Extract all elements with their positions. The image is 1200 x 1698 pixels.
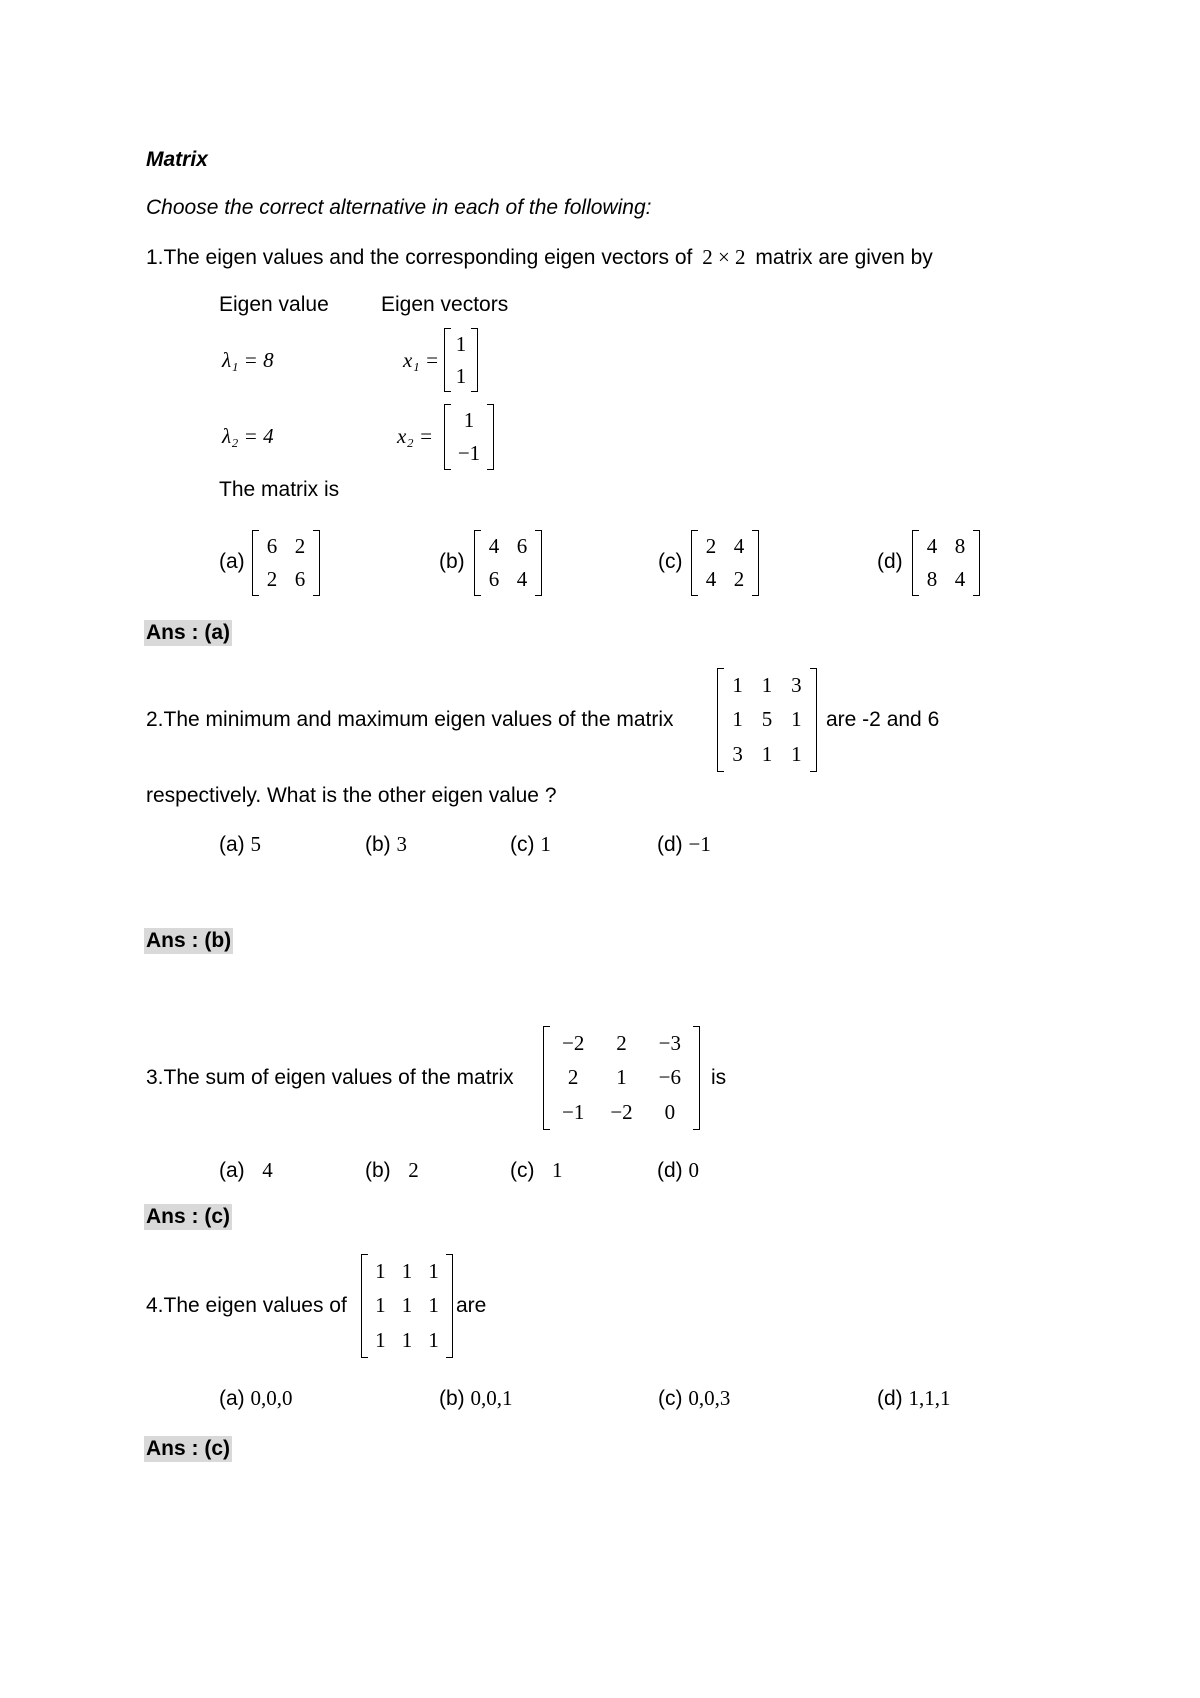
option-value: 0,0,0 [250, 1386, 293, 1410]
q1-option-a-matrix [252, 530, 320, 596]
q4-option-c [658, 1386, 730, 1411]
q1-col-eigen-value: Eigen value [219, 293, 329, 316]
matrix-cell: 1 [428, 1328, 439, 1353]
matrix-cell: 1 [375, 1258, 386, 1283]
matrix-cell: 4 [926, 534, 938, 558]
matrix-cell: 1 [761, 672, 773, 697]
matrix-cell: −2 [610, 1100, 633, 1125]
matrix-cell: 1 [791, 707, 802, 732]
matrix-cell: 5 [761, 707, 773, 732]
q4-text-after: are [456, 1294, 487, 1317]
q3-option-b [365, 1158, 419, 1183]
q4-option-b [439, 1386, 513, 1411]
matrix-cell: 8 [926, 567, 938, 591]
q2-option-d [657, 832, 711, 857]
matrix-cell: −2 [561, 1030, 585, 1055]
matrix-cell: 4 [733, 534, 745, 558]
q1-option-c-label: (c) [658, 550, 683, 573]
q1-x1-label: x₁ = [403, 348, 440, 372]
matrix-cell: 4 [488, 534, 500, 558]
matrix-cell: 1 [791, 742, 802, 767]
matrix-cell: 2 [266, 567, 278, 591]
vector-cell: 1 [455, 363, 467, 388]
option-value: 0,0,1 [470, 1386, 513, 1410]
q1-text [146, 245, 933, 270]
option-label: (a) [219, 833, 245, 856]
q2-answer: Ans : (b) [146, 929, 232, 952]
matrix-cell: 4 [705, 567, 717, 591]
q1-option-d-label: (d) [877, 550, 903, 573]
option-value: −1 [688, 832, 711, 856]
option-value: 1,1,1 [908, 1386, 951, 1410]
page-title: Matrix [146, 148, 208, 171]
q1-x1-vector [444, 328, 478, 392]
option-label: (b) [365, 833, 391, 856]
q1-option-c-matrix [691, 530, 759, 596]
option-label: (c) [510, 833, 535, 856]
matrix-cell: 1 [401, 1258, 413, 1283]
option-label: (d) [657, 833, 683, 856]
option-value: 2 [408, 1158, 419, 1182]
q1-option-b-matrix [474, 530, 542, 596]
matrix-cell: −3 [658, 1030, 681, 1055]
q2-option-b [365, 832, 407, 857]
matrix-cell: 1 [616, 1065, 627, 1090]
option-value: 0,0,3 [688, 1386, 731, 1410]
q3-option-c [510, 1158, 563, 1183]
option-value: 3 [396, 832, 408, 856]
q1-text-main: 1.The eigen values and the corresponding eigen vectors of [146, 246, 693, 269]
matrix-cell: 6 [488, 567, 500, 591]
q4-text: 4.The eigen values of [146, 1294, 347, 1317]
matrix-cell: 1 [761, 742, 773, 767]
matrix-cell: 1 [401, 1328, 413, 1353]
q1-dimension: 2 × 2 [702, 245, 746, 269]
matrix-cell: 1 [732, 707, 743, 732]
matrix-cell: 2 [616, 1030, 627, 1055]
option-value: 4 [262, 1158, 273, 1182]
matrix-cell: 6 [294, 567, 306, 591]
matrix-cell: 2 [705, 534, 717, 558]
matrix-cell: 4 [516, 567, 528, 591]
q2-matrix [717, 668, 817, 772]
q3-matrix [543, 1026, 700, 1130]
q1-answer: Ans : (a) [146, 621, 230, 644]
matrix-cell: 1 [428, 1293, 439, 1318]
q3-text-after: is [711, 1066, 727, 1089]
matrix-cell: 1 [732, 672, 743, 697]
matrix-cell: 8 [954, 534, 966, 558]
matrix-cell: 0 [664, 1100, 676, 1125]
vector-cell: −1 [457, 441, 481, 465]
vector-cell: 1 [463, 408, 475, 432]
option-value: 5 [250, 832, 262, 856]
q3-option-a [219, 1158, 273, 1183]
q3-option-d [657, 1158, 699, 1183]
matrix-cell: 6 [516, 534, 528, 558]
option-value: 1 [540, 832, 551, 856]
q4-option-d [877, 1386, 951, 1411]
option-value: 1 [552, 1158, 563, 1182]
q3-answer: Ans : (c) [146, 1205, 230, 1228]
vector-cell: 1 [455, 331, 467, 356]
q2-text-after: are -2 and 6 [826, 708, 940, 731]
q2-text: 2.The minimum and maximum eigen values of the matrix [146, 708, 674, 731]
matrix-cell: 2 [733, 567, 745, 591]
q4-option-a [219, 1386, 293, 1411]
q1-x2-label: x₂ = [397, 424, 434, 448]
matrix-cell: 3 [791, 672, 802, 697]
matrix-cell: 2 [567, 1065, 579, 1090]
matrix-cell: 6 [266, 534, 278, 558]
option-label: (d) [657, 1159, 683, 1182]
q1-lambda2: λ₂ = 4 [222, 424, 274, 448]
matrix-cell: 1 [375, 1328, 386, 1353]
option-label: (d) [877, 1387, 903, 1410]
matrix-cell: −6 [658, 1065, 681, 1090]
q2-option-a [219, 832, 261, 857]
option-label: (b) [365, 1159, 391, 1182]
matrix-cell: 1 [428, 1258, 439, 1283]
matrix-cell: 4 [954, 567, 966, 591]
option-label: (a) [219, 1387, 245, 1410]
q1-text-after: matrix are given by [755, 246, 933, 269]
q1-option-d-matrix [912, 530, 980, 596]
option-label: (a) [219, 1159, 245, 1182]
q1-col-eigen-vectors: Eigen vectors [381, 293, 509, 316]
matrix-cell: 1 [375, 1293, 386, 1318]
q4-answer: Ans : (c) [146, 1437, 230, 1460]
option-value: 0 [688, 1158, 700, 1182]
option-label: (c) [658, 1387, 683, 1410]
q1-matrix-is: The matrix is [219, 478, 340, 501]
q2-option-c [510, 832, 551, 857]
matrix-cell: 2 [294, 534, 306, 558]
q1-lambda1: λ₁ = 8 [222, 348, 274, 372]
q1-option-a-label: (a) [219, 550, 245, 573]
option-label: (c) [510, 1159, 535, 1182]
q2-text-cont: respectively. What is the other eigen value ? [146, 784, 557, 807]
matrix-cell: 1 [401, 1293, 413, 1318]
q3-text: 3.The sum of eigen values of the matrix [146, 1066, 514, 1089]
q4-matrix [361, 1254, 453, 1358]
q1-option-b-label: (b) [439, 550, 465, 573]
matrix-cell: 3 [732, 742, 743, 767]
matrix-cell: −1 [561, 1100, 585, 1125]
instruction: Choose the correct alternative in each of the following: [146, 196, 652, 219]
q1-x2-vector [444, 404, 494, 470]
option-label: (b) [439, 1387, 465, 1410]
